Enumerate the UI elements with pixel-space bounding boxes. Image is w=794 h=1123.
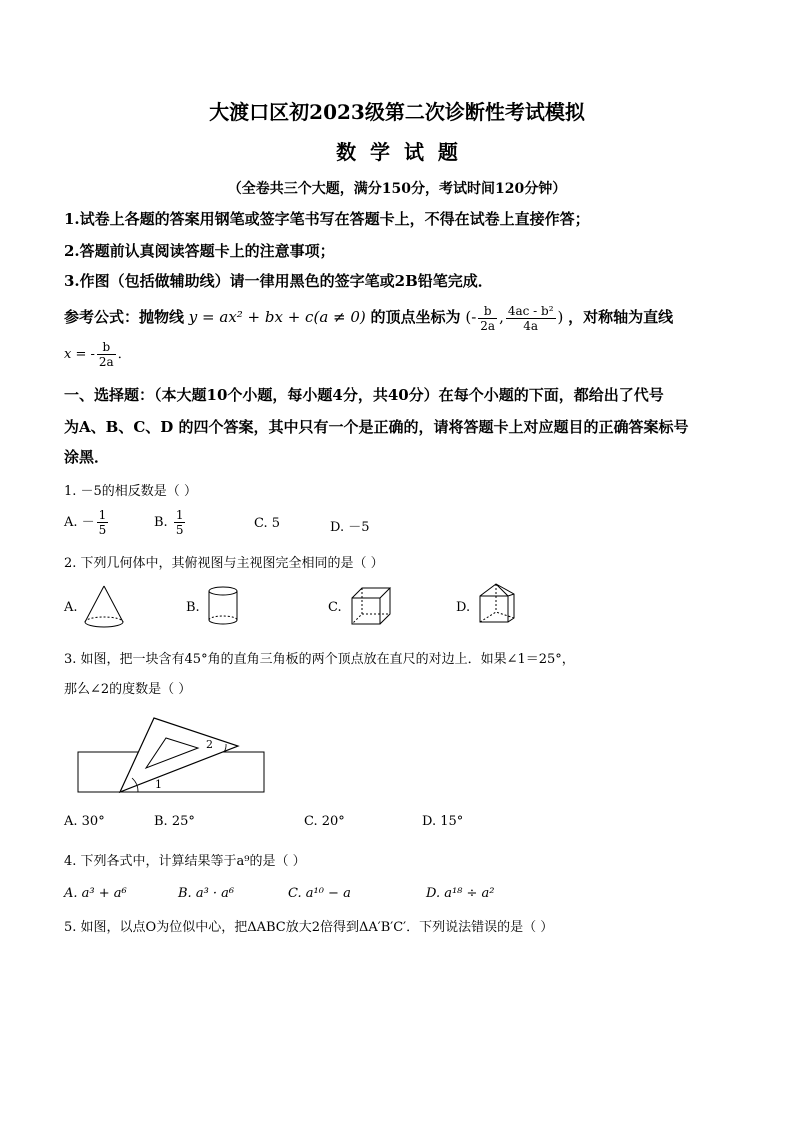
q1-option-d: D. －5 <box>330 520 370 535</box>
section1-line3: 涂黑． <box>64 448 110 466</box>
q1-option-c: C. 5 <box>254 516 281 531</box>
q2-option-c: C. <box>328 600 342 615</box>
section1-line2: 为A、B、C、D 的四个答案，其中只有一个是正确的，请将答题卡上对应题目的正确答案标号 <box>64 418 689 436</box>
q2-option-d: D. <box>456 600 471 615</box>
q3-option-a: A. 30° <box>64 814 105 829</box>
q4-option-c: C. a¹⁰ − a <box>288 886 351 901</box>
q1-option-b: B. $\frac{1}{5}$ <box>154 508 184 537</box>
instruction-2: 2.答题前认真阅读答题卡上的注意事项； <box>64 242 335 260</box>
instruction-1: 1.试卷上各题的答案用钢笔或签字笔书写在答题卡上，不得在试卷上直接作答； <box>64 210 590 228</box>
cone-icon <box>82 584 126 632</box>
exam-info: （全卷共三个大题，满分150分，考试时间120分钟） <box>227 181 567 197</box>
q4-option-a: A. a³ + a⁶ <box>64 886 127 901</box>
instruction-3: 3.作图（包括做辅助线）请一律用黑色的签字笔或2B铅笔完成． <box>64 272 493 290</box>
vertex-y-fraction: $\frac{\text{4ac - b²}}{4a}$ <box>507 303 554 333</box>
ruler-triangle-figure <box>76 716 272 796</box>
q2-stem: 2. 下列几何体中，其俯视图与主视图完全相同的是（ ） <box>64 556 384 571</box>
formula-tail: ，对称轴为直线 <box>568 308 674 326</box>
cube-icon <box>350 586 394 626</box>
exam-title: 大渡口区初2023级第二次诊断性考试模拟 <box>209 100 585 124</box>
q1-stem: 1. －5的相反数是（ ） <box>64 484 197 499</box>
q4-option-d: D. a¹⁸ ÷ a² <box>426 886 495 901</box>
cylinder-icon <box>206 586 240 626</box>
triangular-prism-icon <box>478 582 516 628</box>
q4-option-b: B. a³ · a⁶ <box>178 886 235 901</box>
q3-option-d: D. 15° <box>422 814 464 829</box>
q2-option-a: A. <box>64 600 78 615</box>
q4-stem: 4. 下列各式中，计算结果等于a⁹的是（ ） <box>64 854 306 869</box>
q3-option-b: B. 25° <box>154 814 195 829</box>
q3-stem: 3. 如图，把一块含有45°角的直角三角板的两个顶点放在直尺的对边上．如果∠1＝25°， <box>64 652 575 667</box>
q3-stem-2: 那么∠2的度数是（ ） <box>64 682 192 697</box>
parabola-equation: y = ax² + bx + c(a ≠ 0) <box>188 308 366 326</box>
axis-fraction: $\frac{b}{2a}$ <box>98 340 114 369</box>
formula-lead: 参考公式：抛物线 <box>64 308 185 326</box>
axis-formula: x = - $\frac{b}{2a}$ ． <box>64 340 131 369</box>
reference-formula: 参考公式：抛物线 y = ax² + bx + c(a ≠ 0) 的顶点坐标为 (- $\frac{b}{2a}$ , $\frac{\text{4ac - b²}}{4a}$ ) ，对称轴为直线 <box>64 303 674 333</box>
q5-stem: 5. 如图，以点O为位似中心，把ΔABC放大2倍得到ΔA′B′C′．下列说法错误的是（ ） <box>64 920 554 935</box>
q1-option-a: A. － $\frac{1}{5}$ <box>64 508 107 537</box>
q2-option-b: B. <box>186 600 200 615</box>
vertex-x-fraction: $\frac{b}{2a}$ <box>480 303 496 333</box>
section1-line1: 一、选择题：（本大题10个小题，每小题4分，共40分）在每个小题的下面，都给出了代号 <box>64 386 664 404</box>
subject-title: 数 学 试 题 <box>336 140 458 164</box>
formula-middle: 的顶点坐标为 <box>370 308 461 326</box>
q3-option-c: C. 20° <box>304 814 345 829</box>
angle1-label: 1 <box>155 778 162 791</box>
angle2-label: 2 <box>206 738 213 751</box>
